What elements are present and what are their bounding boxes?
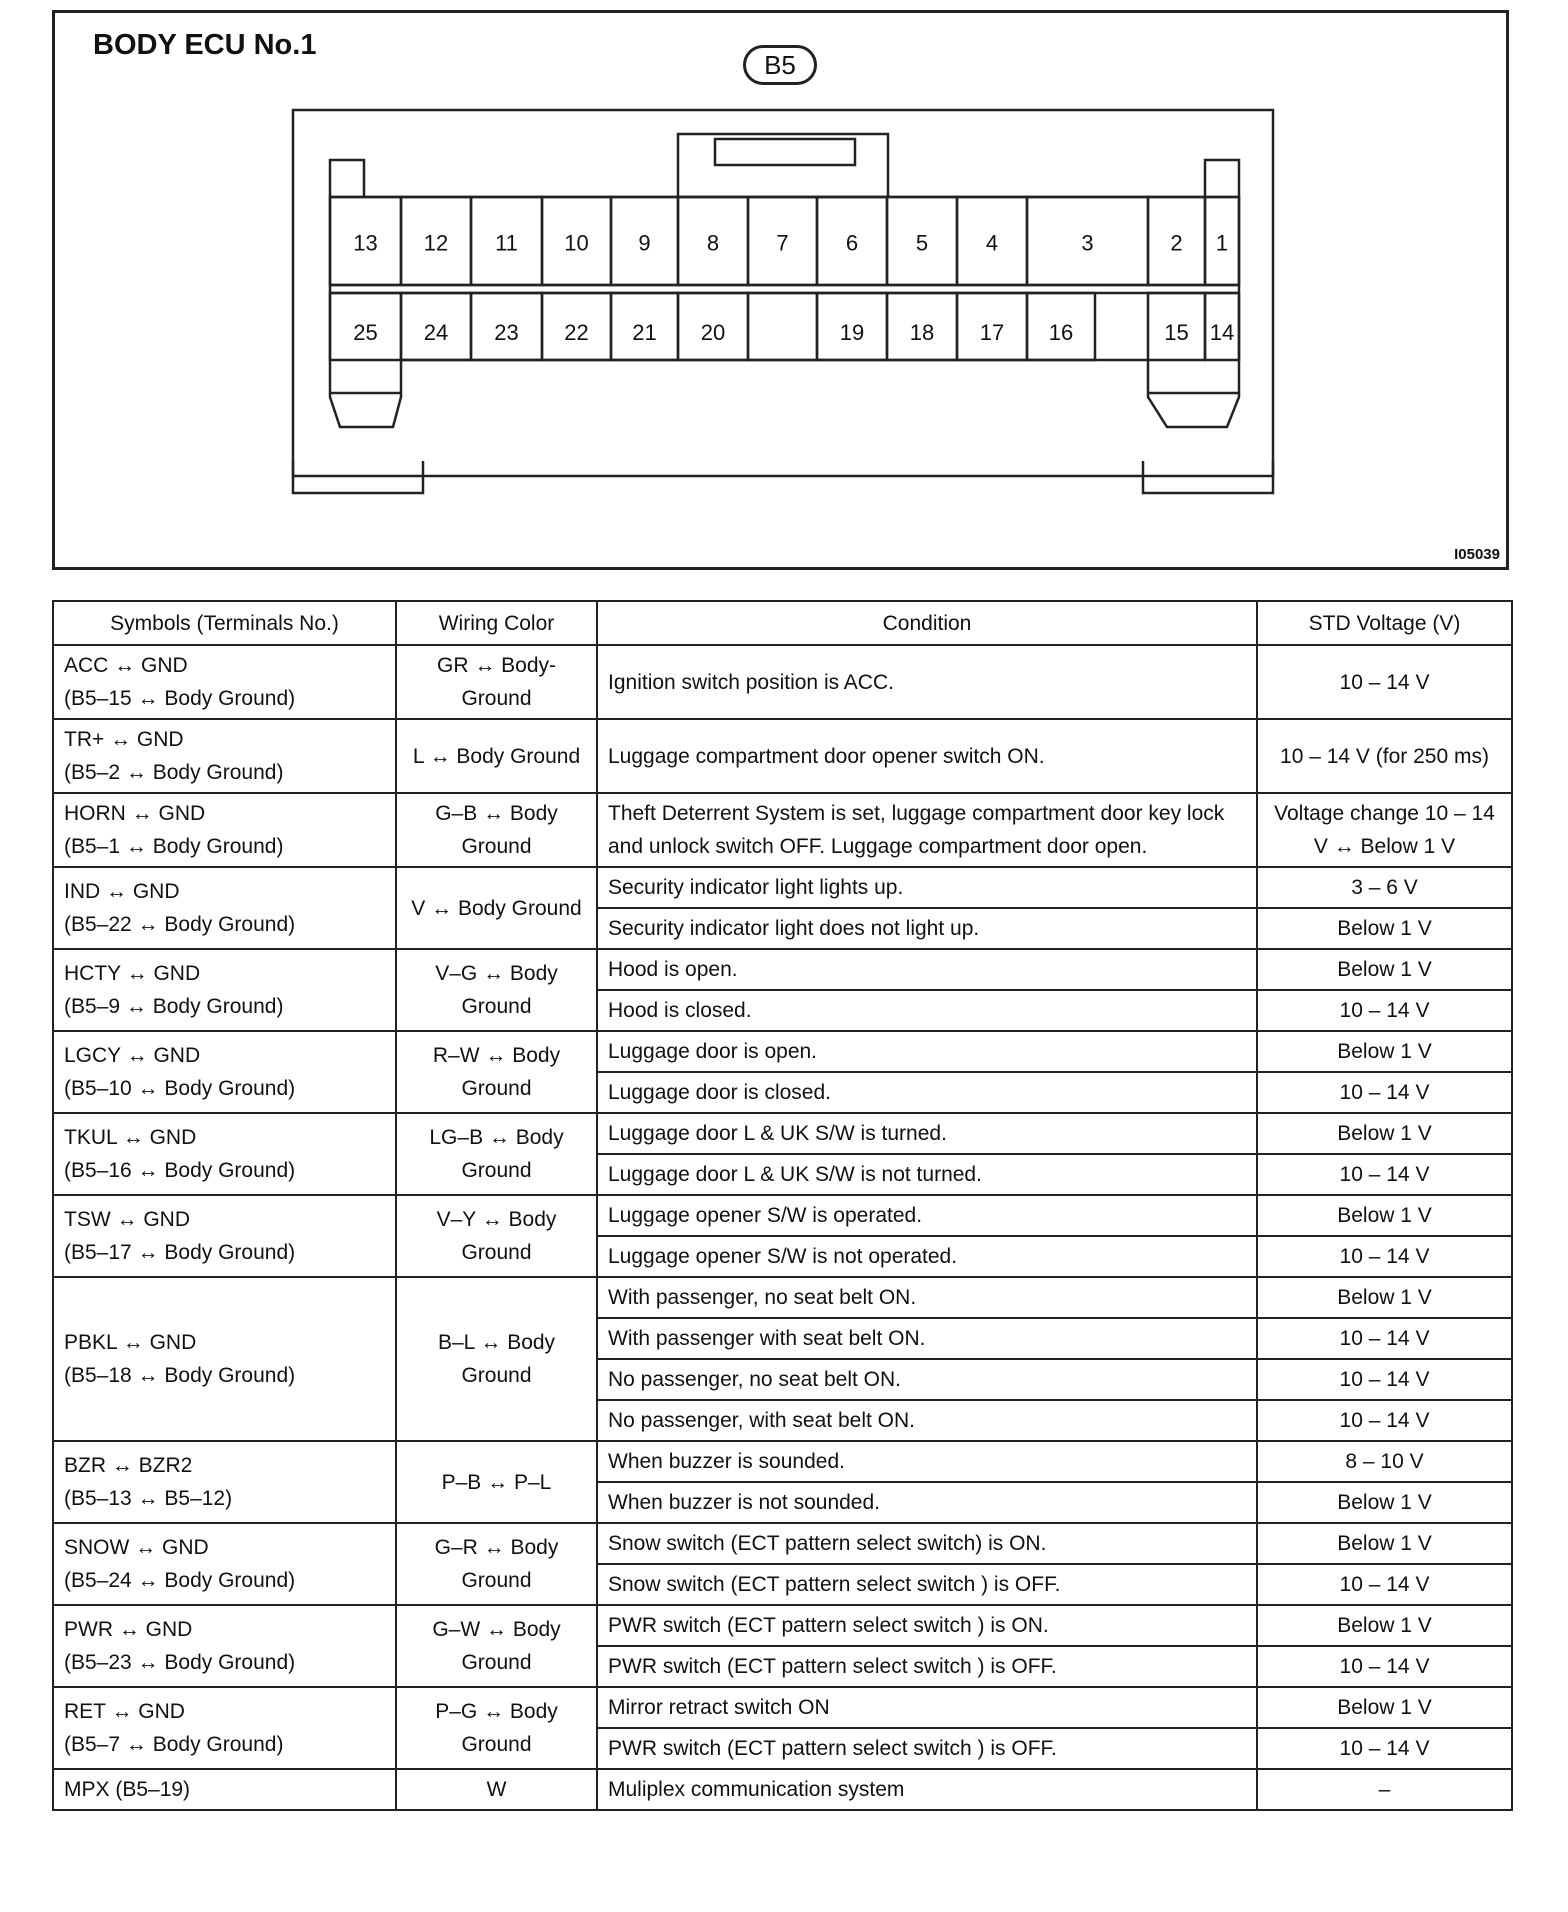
terminal-symbol: PWR ↔ GND	[64, 1618, 193, 1641]
std-voltage-cell: Below 1 V	[1257, 1687, 1512, 1728]
std-voltage-cell: Below 1 V	[1257, 908, 1512, 949]
condition-cell: Theft Deterrent System is set, luggage compartment door key lock and unlock switch OFF. Luggage compartment door open.	[597, 793, 1257, 867]
ear-left	[330, 160, 364, 197]
condition-cell: Luggage door is closed.	[597, 1072, 1257, 1113]
condition-cell: Luggage opener S/W is not operated.	[597, 1236, 1257, 1277]
terminal-symbol: LGCY ↔ GND	[64, 1044, 201, 1067]
wiring-color-cell: W	[396, 1769, 597, 1810]
std-voltage-cell: Below 1 V	[1257, 1523, 1512, 1564]
terminal-symbol: HCTY ↔ GND	[64, 962, 201, 985]
pin-number: 11	[495, 230, 518, 256]
table-row	[53, 1687, 1512, 1728]
table-row	[53, 719, 1512, 793]
terminal-numbers: (B5–2 ↔ Body Ground)	[64, 761, 284, 784]
std-voltage-cell: 10 – 14 V	[1257, 1359, 1512, 1400]
table-row	[53, 1195, 1512, 1236]
condition-cell: Luggage compartment door opener switch ON.	[597, 719, 1257, 793]
std-voltage-cell: 10 – 14 V	[1257, 1236, 1512, 1277]
pin-number: 6	[845, 230, 859, 256]
symbol-cell	[53, 1523, 396, 1605]
condition-cell: Hood is open.	[597, 949, 1257, 990]
std-voltage-cell: Below 1 V	[1257, 1605, 1512, 1646]
terminal-numbers: (B5–24 ↔ Body Ground)	[64, 1569, 296, 1592]
condition-cell: Luggage door L & UK S/W is not turned.	[597, 1154, 1257, 1195]
pin-number: 22	[564, 320, 589, 345]
terminal-symbol: IND ↔ GND	[64, 880, 180, 903]
std-voltage-cell: 10 – 14 V	[1257, 1728, 1512, 1769]
pin-number: 21	[632, 320, 657, 345]
terminal-numbers: (B5–23 ↔ Body Ground)	[64, 1651, 296, 1674]
terminal-numbers: (B5–13 ↔ B5–12)	[64, 1487, 233, 1510]
table-row	[53, 645, 1512, 719]
std-voltage-cell: Below 1 V	[1257, 1031, 1512, 1072]
symbol-cell	[53, 1277, 396, 1441]
terminal-numbers: (B5–17 ↔ Body Ground)	[64, 1241, 296, 1264]
pin-number: 17	[979, 320, 1005, 345]
condition-cell: Mirror retract switch ON	[597, 1687, 1257, 1728]
table-header-row	[53, 601, 1512, 645]
pin-number: 25	[353, 320, 378, 345]
std-voltage-cell: 8 – 10 V	[1257, 1441, 1512, 1482]
condition-cell: PWR switch (ECT pattern select switch ) is OFF.	[597, 1646, 1257, 1687]
terminal-spec-table	[52, 600, 1513, 1811]
pin-number: 23	[494, 320, 519, 345]
pin-number: 24	[423, 320, 449, 345]
symbol-cell	[53, 1031, 396, 1113]
wiring-color-cell: P–B ↔ P–L	[396, 1441, 597, 1523]
connector-drawing	[55, 13, 1506, 567]
std-voltage-cell: Voltage change 10 – 14 V ↔ Below 1 V	[1257, 793, 1512, 867]
condition-cell: Luggage opener S/W is operated.	[597, 1195, 1257, 1236]
pin-number: 7	[776, 230, 789, 256]
symbol-cell	[53, 1441, 396, 1523]
pin-number: 1	[1215, 230, 1229, 256]
symbol-cell	[53, 867, 396, 949]
condition-cell: Snow switch (ECT pattern select switch ) is OFF.	[597, 1564, 1257, 1605]
terminal-symbol: HORN ↔ GND	[64, 802, 206, 825]
symbol-cell	[53, 949, 396, 1031]
wiring-color-cell: V ↔ Body Ground	[396, 867, 597, 949]
condition-cell: PWR switch (ECT pattern select switch ) is OFF.	[597, 1728, 1257, 1769]
table-row	[53, 1031, 1512, 1072]
terminal-symbol: RET ↔ GND	[64, 1700, 185, 1723]
terminal-numbers: (B5–16 ↔ Body Ground)	[64, 1159, 296, 1182]
pin-number: 15	[1164, 320, 1189, 345]
std-voltage-cell: 10 – 14 V	[1257, 1646, 1512, 1687]
pin-number: 9	[638, 230, 651, 256]
condition-cell: When buzzer is not sounded.	[597, 1482, 1257, 1523]
header-std-voltage: STD Voltage (V)	[1257, 601, 1512, 645]
symbol-cell	[53, 1769, 396, 1810]
condition-cell: Hood is closed.	[597, 990, 1257, 1031]
wiring-color-cell: V–G ↔ Body Ground	[396, 949, 597, 1031]
header-symbols: Symbols (Terminals No.)	[53, 601, 396, 645]
condition-cell: Snow switch (ECT pattern select switch) is ON.	[597, 1523, 1257, 1564]
pin-number: 19	[839, 320, 865, 345]
terminal-numbers: (B5–18 ↔ Body Ground)	[64, 1364, 296, 1387]
lock-latch	[715, 139, 855, 165]
std-voltage-cell: Below 1 V	[1257, 1195, 1512, 1236]
std-voltage-cell: Below 1 V	[1257, 949, 1512, 990]
header-wiring-color: Wiring Color	[396, 601, 597, 645]
pin-number: 5	[915, 230, 929, 256]
condition-cell: Luggage door L & UK S/W is turned.	[597, 1113, 1257, 1154]
table-row	[53, 867, 1512, 908]
terminal-symbol: MPX (B5–19)	[64, 1778, 191, 1801]
std-voltage-cell: 10 – 14 V	[1257, 990, 1512, 1031]
std-voltage-cell: 10 – 14 V (for 250 ms)	[1257, 719, 1512, 793]
symbol-cell	[53, 1605, 396, 1687]
table-row	[53, 1113, 1512, 1154]
condition-cell: With passenger with seat belt ON.	[597, 1318, 1257, 1359]
table-body	[53, 645, 1512, 1810]
terminal-numbers: (B5–15 ↔ Body Ground)	[64, 687, 296, 710]
pin-number: 20	[700, 320, 726, 345]
pin-number: 16	[1048, 320, 1074, 345]
table-row	[53, 1523, 1512, 1564]
wiring-color-cell: GR ↔ Body- Ground	[396, 645, 597, 719]
std-voltage-cell: 10 – 14 V	[1257, 1072, 1512, 1113]
pin-number: 3	[1081, 230, 1094, 256]
wiring-color-cell: G–W ↔ Body Ground	[396, 1605, 597, 1687]
condition-cell: Security indicator light does not light up.	[597, 908, 1257, 949]
wiring-color-cell: G–R ↔ Body Ground	[396, 1523, 597, 1605]
condition-cell: Muliplex communication system	[597, 1769, 1257, 1810]
figure-id: I05039	[1454, 546, 1500, 563]
condition-cell: PWR switch (ECT pattern select switch ) is ON.	[597, 1605, 1257, 1646]
pin-number: 12	[423, 230, 449, 256]
pin-cells	[330, 197, 1239, 360]
symbol-cell	[53, 645, 396, 719]
symbol-cell	[53, 719, 396, 793]
table-row	[53, 1769, 1512, 1810]
table-row	[53, 1277, 1512, 1318]
pin-number: 13	[353, 230, 378, 256]
terminal-symbol: ACC ↔ GND	[64, 654, 188, 677]
pin-cell	[748, 293, 817, 360]
condition-cell: Security indicator light lights up.	[597, 867, 1257, 908]
std-voltage-cell: Below 1 V	[1257, 1482, 1512, 1523]
condition-cell: With passenger, no seat belt ON.	[597, 1277, 1257, 1318]
std-voltage-cell: 10 – 14 V	[1257, 1400, 1512, 1441]
condition-cell: No passenger, no seat belt ON.	[597, 1359, 1257, 1400]
ear-right	[1205, 160, 1239, 197]
symbol-cell	[53, 1687, 396, 1769]
wiring-color-cell: V–Y ↔ Body Ground	[396, 1195, 597, 1277]
wiring-color-cell: L ↔ Body Ground	[396, 719, 597, 793]
table-row	[53, 949, 1512, 990]
std-voltage-cell: 10 – 14 V	[1257, 645, 1512, 719]
condition-cell: Luggage door is open.	[597, 1031, 1257, 1072]
std-voltage-cell: 3 – 6 V	[1257, 867, 1512, 908]
terminal-numbers: (B5–10 ↔ Body Ground)	[64, 1077, 296, 1100]
pin-number: 14	[1209, 320, 1235, 345]
terminal-symbol: TKUL ↔ GND	[64, 1126, 197, 1149]
std-voltage-cell: –	[1257, 1769, 1512, 1810]
wiring-color-cell: G–B ↔ Body Ground	[396, 793, 597, 867]
std-voltage-cell: 10 – 14 V	[1257, 1318, 1512, 1359]
condition-cell: No passenger, with seat belt ON.	[597, 1400, 1257, 1441]
terminal-numbers: (B5–1 ↔ Body Ground)	[64, 835, 284, 858]
std-voltage-cell: 10 – 14 V	[1257, 1564, 1512, 1605]
table-row	[53, 1605, 1512, 1646]
pin-number: 8	[706, 230, 720, 256]
connector-diagram-panel	[52, 10, 1509, 570]
terminal-numbers: (B5–22 ↔ Body Ground)	[64, 913, 296, 936]
table-row	[53, 793, 1512, 867]
terminal-symbol: TSW ↔ GND	[64, 1208, 190, 1231]
pin-number: 10	[564, 230, 589, 256]
terminal-numbers: (B5–7 ↔ Body Ground)	[64, 1733, 284, 1756]
terminal-symbol: TR+ ↔ GND	[64, 728, 184, 751]
terminal-symbol: PBKL ↔ GND	[64, 1331, 197, 1354]
table-row	[53, 1441, 1512, 1482]
std-voltage-cell: 10 – 14 V	[1257, 1154, 1512, 1195]
header-condition: Condition	[597, 601, 1257, 645]
std-voltage-cell: Below 1 V	[1257, 1277, 1512, 1318]
wiring-color-cell: LG–B ↔ Body Ground	[396, 1113, 597, 1195]
diagram-title: BODY ECU No.1	[93, 29, 317, 61]
wiring-color-cell: B–L ↔ Body Ground	[396, 1277, 597, 1441]
terminal-symbol: SNOW ↔ GND	[64, 1536, 209, 1559]
pin-number: 18	[909, 320, 935, 345]
symbol-cell	[53, 1113, 396, 1195]
condition-cell: Ignition switch position is ACC.	[597, 645, 1257, 719]
terminal-numbers: (B5–9 ↔ Body Ground)	[64, 995, 284, 1018]
wiring-color-cell: P–G ↔ Body Ground	[396, 1687, 597, 1769]
pin-number: 2	[1170, 230, 1183, 256]
std-voltage-cell: Below 1 V	[1257, 1113, 1512, 1154]
connector-id-badge: B5	[743, 45, 817, 85]
pin-number: 4	[985, 230, 999, 256]
wiring-color-cell: R–W ↔ Body Ground	[396, 1031, 597, 1113]
terminal-symbol: BZR ↔ BZR2	[64, 1454, 193, 1477]
condition-cell: When buzzer is sounded.	[597, 1441, 1257, 1482]
symbol-cell	[53, 1195, 396, 1277]
symbol-cell	[53, 793, 396, 867]
